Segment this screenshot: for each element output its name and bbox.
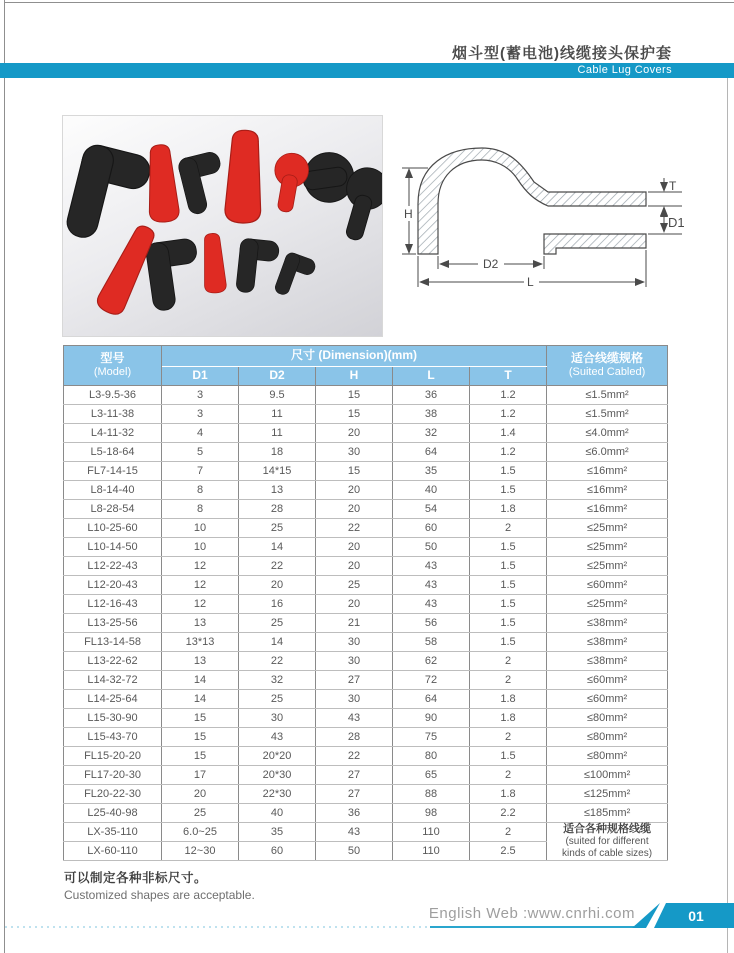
cell-l: 62: [393, 652, 470, 671]
table-header-row-1: [64, 346, 668, 367]
cell-t: 1.5: [470, 614, 547, 633]
cell-d1: 15: [162, 747, 239, 766]
table-row: [64, 576, 668, 595]
cell-t: 1.4: [470, 424, 547, 443]
cell-h: 15: [316, 386, 393, 405]
col-header-suited: 适合线缆规格 (Suited Cabled): [547, 346, 668, 386]
cell-t: 1.8: [470, 500, 547, 519]
cell-suited: ≤125mm²: [547, 785, 668, 804]
cell-d1: 12: [162, 595, 239, 614]
cell-d2: 40: [239, 804, 316, 823]
cell-d1: 15: [162, 728, 239, 747]
cell-d2: 9.5: [239, 386, 316, 405]
cell-d2: 22: [239, 557, 316, 576]
cell-d2: 25: [239, 690, 316, 709]
table-row: [64, 747, 668, 766]
cell-model: L10-25-60: [64, 519, 162, 538]
cell-d1: 10: [162, 538, 239, 557]
cell-t: 1.5: [470, 538, 547, 557]
cell-d1: 13: [162, 652, 239, 671]
cell-h: 15: [316, 405, 393, 424]
cell-t: 2.2: [470, 804, 547, 823]
page-border-right: [727, 78, 728, 953]
product-photo: [62, 115, 383, 337]
table-row: [64, 766, 668, 785]
cell-l: 35: [393, 462, 470, 481]
cell-model: L15-30-90: [64, 709, 162, 728]
cell-l: 65: [393, 766, 470, 785]
cell-l: 72: [393, 671, 470, 690]
cell-l: 64: [393, 443, 470, 462]
cell-l: 40: [393, 481, 470, 500]
cell-model: L8-28-54: [64, 500, 162, 519]
cell-l: 60: [393, 519, 470, 538]
col-header-dimension: 尺寸 (Dimension)(mm): [162, 346, 547, 367]
cell-h: 43: [316, 709, 393, 728]
cell-t: 1.2: [470, 443, 547, 462]
cell-h: 20: [316, 595, 393, 614]
cell-h: 15: [316, 462, 393, 481]
cell-model: LX-35-110: [64, 823, 162, 842]
cell-h: 22: [316, 519, 393, 538]
table-row: [64, 785, 668, 804]
cell-d2: 11: [239, 405, 316, 424]
cell-l: 36: [393, 386, 470, 405]
cell-l: 110: [393, 842, 470, 861]
cell-model: L14-25-64: [64, 690, 162, 709]
cell-model: LX-60-110: [64, 842, 162, 861]
table-row: [64, 405, 668, 424]
cell-d2: 20*20: [239, 747, 316, 766]
cell-l: 43: [393, 557, 470, 576]
cell-l: 56: [393, 614, 470, 633]
cell-t: 1.8: [470, 709, 547, 728]
note-en: Customized shapes are acceptable.: [64, 888, 255, 902]
cell-t: 2: [470, 728, 547, 747]
cell-t: 2: [470, 652, 547, 671]
cell-d2: 11: [239, 424, 316, 443]
cell-d2: 13: [239, 481, 316, 500]
cell-l: 88: [393, 785, 470, 804]
table-row: [64, 614, 668, 633]
cell-t: 1.5: [470, 747, 547, 766]
cell-h: 20: [316, 538, 393, 557]
cell-h: 30: [316, 443, 393, 462]
cell-d1: 14: [162, 690, 239, 709]
cell-d1: 15: [162, 709, 239, 728]
cell-suited: ≤185mm²: [547, 804, 668, 823]
cell-suited: ≤16mm²: [547, 481, 668, 500]
section-band: [0, 63, 734, 78]
cell-t: 2: [470, 766, 547, 785]
page-border-left: [4, 0, 5, 953]
cell-d2: 22*30: [239, 785, 316, 804]
cell-d2: 22: [239, 652, 316, 671]
table-row: [64, 633, 668, 652]
table-row: [64, 443, 668, 462]
table-row: [64, 709, 668, 728]
cell-h: 30: [316, 633, 393, 652]
cell-d2: 14: [239, 538, 316, 557]
cell-h: 20: [316, 424, 393, 443]
footer-website: English Web :www.cnrhi.com: [428, 905, 635, 922]
table-row: [64, 462, 668, 481]
cell-d1: 17: [162, 766, 239, 785]
cell-h: 43: [316, 823, 393, 842]
cell-model: L12-22-43: [64, 557, 162, 576]
cell-suited: ≤38mm²: [547, 633, 668, 652]
section-band-label: Cable Lug Covers: [577, 64, 672, 76]
cell-suited: ≤100mm²: [547, 766, 668, 785]
cell-d1: 14: [162, 671, 239, 690]
dim-label-l: L: [527, 275, 534, 289]
dim-label-d2: D2: [483, 257, 499, 271]
table-row: [64, 804, 668, 823]
table-row: [64, 652, 668, 671]
cell-d1: 12: [162, 576, 239, 595]
col-header-t: T: [470, 367, 547, 386]
note-cn: 可以制定各种非标尺寸。: [64, 871, 208, 885]
cell-model: FL20-22-30: [64, 785, 162, 804]
dim-label-h: H: [404, 207, 413, 221]
cell-suited-merged: 适合各种规格线缆 (suited for different kinds of cable sizes): [547, 823, 668, 861]
cell-l: 43: [393, 595, 470, 614]
cell-d2: 43: [239, 728, 316, 747]
cell-l: 75: [393, 728, 470, 747]
table-row: [64, 424, 668, 443]
cell-suited: ≤1.5mm²: [547, 405, 668, 424]
cell-d2: 60: [239, 842, 316, 861]
cell-model: L25-40-98: [64, 804, 162, 823]
cell-l: 90: [393, 709, 470, 728]
table-row: [64, 538, 668, 557]
cell-h: 30: [316, 690, 393, 709]
cell-suited: ≤25mm²: [547, 538, 668, 557]
cell-h: 30: [316, 652, 393, 671]
cell-d2: 35: [239, 823, 316, 842]
cell-d1: 7: [162, 462, 239, 481]
cell-suited: ≤25mm²: [547, 519, 668, 538]
cell-h: 27: [316, 785, 393, 804]
cell-h: 28: [316, 728, 393, 747]
cell-d1: 6.0~25: [162, 823, 239, 842]
table-body: [64, 386, 668, 823]
cell-h: 21: [316, 614, 393, 633]
cell-t: 1.5: [470, 633, 547, 652]
cell-d1: 12~30: [162, 842, 239, 861]
cell-d2: 32: [239, 671, 316, 690]
table-row: [64, 671, 668, 690]
cell-t: 1.5: [470, 595, 547, 614]
cell-l: 64: [393, 690, 470, 709]
cell-model: L12-20-43: [64, 576, 162, 595]
cell-d1: 5: [162, 443, 239, 462]
cell-d1: 12: [162, 557, 239, 576]
cell-h: 27: [316, 766, 393, 785]
cell-h: 20: [316, 500, 393, 519]
cell-suited: ≤25mm²: [547, 595, 668, 614]
table-row: [64, 690, 668, 709]
cell-d1: 13*13: [162, 633, 239, 652]
table-row: [64, 500, 668, 519]
cell-model: L14-32-72: [64, 671, 162, 690]
cell-model: L10-14-50: [64, 538, 162, 557]
cell-t: 1.8: [470, 785, 547, 804]
footer-solid-line: [430, 926, 634, 928]
cell-suited: ≤25mm²: [547, 557, 668, 576]
cell-l: 32: [393, 424, 470, 443]
cell-d1: 3: [162, 386, 239, 405]
cell-h: 20: [316, 481, 393, 500]
cell-h: 36: [316, 804, 393, 823]
cell-suited: ≤60mm²: [547, 576, 668, 595]
cell-model: L8-14-40: [64, 481, 162, 500]
cell-suited: ≤38mm²: [547, 652, 668, 671]
cell-l: 38: [393, 405, 470, 424]
cell-d2: 14: [239, 633, 316, 652]
cell-suited: ≤60mm²: [547, 690, 668, 709]
cell-suited: ≤80mm²: [547, 709, 668, 728]
cell-l: 110: [393, 823, 470, 842]
cell-h: 22: [316, 747, 393, 766]
cell-model: L13-25-56: [64, 614, 162, 633]
table-row: [64, 481, 668, 500]
cell-suited: ≤80mm²: [547, 747, 668, 766]
cell-model: FL17-20-30: [64, 766, 162, 785]
cell-d2: 30: [239, 709, 316, 728]
cell-t: 1.5: [470, 462, 547, 481]
table-row: [64, 823, 668, 842]
cell-model: L15-43-70: [64, 728, 162, 747]
cell-l: 80: [393, 747, 470, 766]
cell-h: 50: [316, 842, 393, 861]
cell-suited: ≤16mm²: [547, 500, 668, 519]
cell-model: FL13-14-58: [64, 633, 162, 652]
cell-d2: 25: [239, 519, 316, 538]
cell-d1: 25: [162, 804, 239, 823]
page-title: 烟斗型(蓄电池)线缆接头保护套: [452, 45, 672, 62]
cable-lug-covers-illustration: [63, 116, 382, 336]
cell-d1: 4: [162, 424, 239, 443]
cell-l: 98: [393, 804, 470, 823]
cell-d2: 20*30: [239, 766, 316, 785]
cell-d2: 25: [239, 614, 316, 633]
cover-cross-section-lower: [544, 234, 646, 254]
table-row: [64, 386, 668, 405]
cell-d2: 18: [239, 443, 316, 462]
cell-t: 1.5: [470, 481, 547, 500]
cell-l: 54: [393, 500, 470, 519]
cell-t: 1.2: [470, 405, 547, 424]
cell-d2: 16: [239, 595, 316, 614]
col-header-l: L: [393, 367, 470, 386]
cell-d1: 8: [162, 481, 239, 500]
cell-t: 2: [470, 671, 547, 690]
cell-suited: ≤80mm²: [547, 728, 668, 747]
cell-model: L3-9.5-36: [64, 386, 162, 405]
cell-suited: ≤6.0mm²: [547, 443, 668, 462]
cell-model: L4-11-32: [64, 424, 162, 443]
cell-d2: 20: [239, 576, 316, 595]
cell-d1: 10: [162, 519, 239, 538]
spec-table: [63, 345, 668, 861]
cross-section-drawing: [396, 142, 694, 310]
dim-label-t: T: [669, 179, 677, 193]
col-header-model: 型号 (Model): [64, 346, 162, 386]
cell-t: 1.8: [470, 690, 547, 709]
table-body-merged: [64, 823, 668, 861]
dim-label-d1: D1: [668, 215, 685, 230]
cell-suited: ≤4.0mm²: [547, 424, 668, 443]
cell-t: 1.2: [470, 386, 547, 405]
table-row: [64, 595, 668, 614]
page-number-badge: [632, 903, 734, 928]
cell-d1: 20: [162, 785, 239, 804]
cell-suited: ≤60mm²: [547, 671, 668, 690]
dimension-diagram: [396, 142, 694, 310]
cell-d2: 14*15: [239, 462, 316, 481]
cell-d2: 28: [239, 500, 316, 519]
cell-suited: ≤1.5mm²: [547, 386, 668, 405]
cell-model: L3-11-38: [64, 405, 162, 424]
cell-h: 25: [316, 576, 393, 595]
table-row: [64, 557, 668, 576]
col-header-d2: D2: [239, 367, 316, 386]
cell-d1: 13: [162, 614, 239, 633]
notes: [64, 868, 255, 902]
cell-model: L12-16-43: [64, 595, 162, 614]
table-row: [64, 519, 668, 538]
footer-dotted-line: [5, 926, 430, 928]
cell-t: 2: [470, 823, 547, 842]
cell-model: FL15-20-20: [64, 747, 162, 766]
cell-d1: 3: [162, 405, 239, 424]
cell-suited: ≤38mm²: [547, 614, 668, 633]
cell-d1: 8: [162, 500, 239, 519]
page-border-top: [4, 2, 734, 3]
table-row: [64, 728, 668, 747]
cell-h: 20: [316, 557, 393, 576]
cell-model: L13-22-62: [64, 652, 162, 671]
page-number: 01: [688, 908, 704, 924]
col-header-d1: D1: [162, 367, 239, 386]
cell-suited: ≤16mm²: [547, 462, 668, 481]
cell-t: 2.5: [470, 842, 547, 861]
cell-t: 2: [470, 519, 547, 538]
cell-t: 1.5: [470, 557, 547, 576]
cell-l: 43: [393, 576, 470, 595]
cell-h: 27: [316, 671, 393, 690]
cell-model: L5-18-64: [64, 443, 162, 462]
col-header-h: H: [316, 367, 393, 386]
cell-t: 1.5: [470, 576, 547, 595]
cell-l: 58: [393, 633, 470, 652]
cell-model: FL7-14-15: [64, 462, 162, 481]
cell-l: 50: [393, 538, 470, 557]
